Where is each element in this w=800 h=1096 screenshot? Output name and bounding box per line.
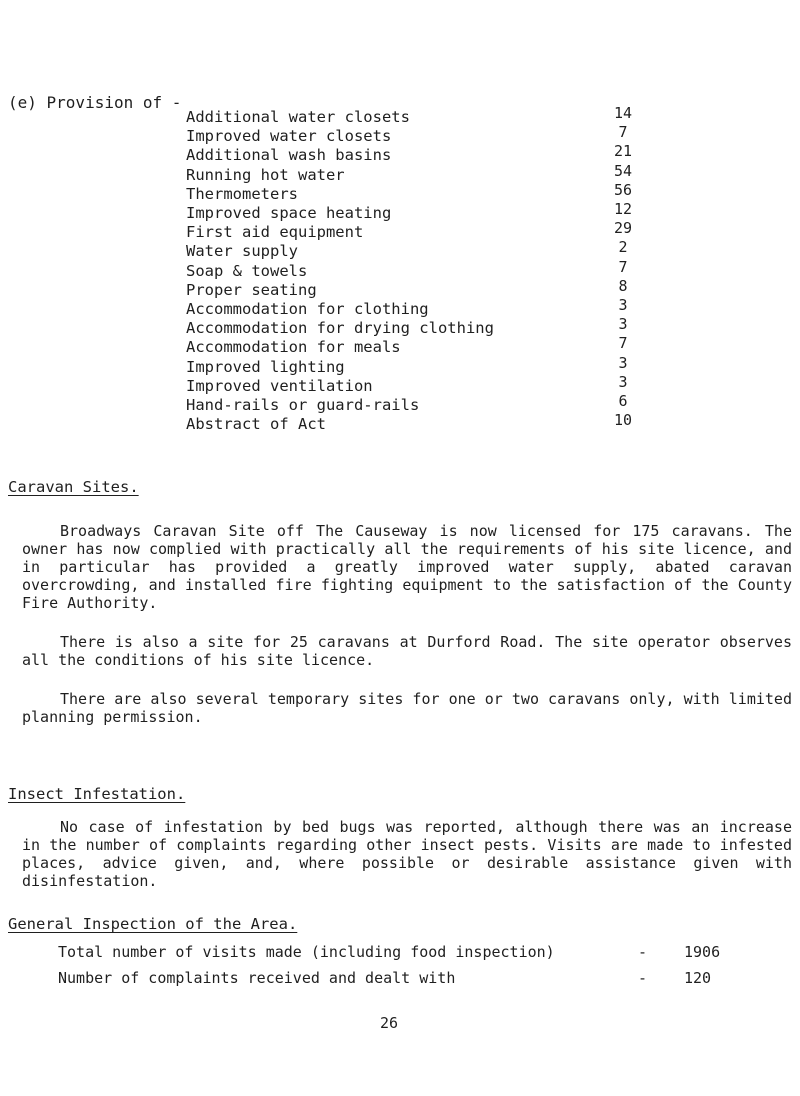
provision-item-value: 54 (613, 161, 633, 180)
insect-infestation-heading: Insect Infestation. (8, 785, 186, 803)
provision-item-value: 6 (618, 392, 628, 411)
caravan-sites-heading: Caravan Sites. (8, 478, 139, 496)
inspection-row-label: Total number of visits made (including food inspection) (58, 943, 555, 961)
provision-item-value: 2 (618, 238, 628, 257)
provision-item-value: 56 (613, 180, 633, 199)
provision-item-label: Thermometers (186, 184, 298, 203)
provision-item-value: 3 (618, 315, 628, 334)
provision-item-value: 14 (613, 104, 633, 122)
insect-paragraph: No case of infestation by bed bugs was reported, although there was an increase in the number of complaints regarding other insect pests. Visits are made to infested places, advice given, and, where possible or desirable assistance given with disinfestation. (22, 818, 792, 890)
provision-item-label: Water supply (186, 242, 298, 261)
provision-item-label: Additional wash basins (186, 146, 392, 165)
provision-item-label: Abstract of Act (186, 415, 326, 434)
provision-item-value: 10 (613, 411, 633, 430)
caravan-sites-body (22, 522, 792, 726)
provision-item-label: Accommodation for clothing (186, 300, 429, 319)
provision-item-value: 3 (618, 296, 628, 315)
inspection-row-value: 120 (684, 969, 712, 987)
provision-item-label: Accommodation for meals (186, 338, 401, 357)
general-inspection-heading: General Inspection of the Area. (8, 915, 298, 933)
provision-item-value: 29 (613, 219, 633, 238)
provision-label: (e) Provision of - (8, 93, 182, 112)
caravan-paragraph-durford: There is also a site for 25 caravans at Durford Road. The site operator observes all the conditions of his site licence. (22, 633, 792, 669)
provision-item-label: First aid equipment (186, 223, 364, 242)
provision-item-label: Accommodation for drying clothing (186, 319, 494, 338)
inspection-row-dash: - (638, 969, 648, 987)
provision-item-value: 21 (613, 142, 633, 161)
page-number: 26 (380, 1014, 399, 1032)
provision-item-label: Improved water closets (186, 127, 392, 146)
insect-infestation-body (22, 818, 792, 890)
provision-items-list (186, 108, 606, 434)
provision-item-label: Soap & towels (186, 261, 308, 280)
provision-item-value: 7 (618, 334, 628, 353)
provision-item-label: Additional water closets (186, 108, 410, 126)
provision-item-label: Running hot water (186, 165, 345, 184)
provision-item-value: 3 (618, 353, 628, 372)
provision-item-label: Improved lighting (186, 357, 345, 376)
inspection-row-dash: - (638, 943, 648, 961)
provision-item-label: Hand-rails or guard-rails (186, 396, 420, 415)
inspection-row-label: Number of complaints received and dealt with (58, 969, 456, 987)
provision-values-column (603, 104, 643, 430)
inspection-row-value: 1906 (684, 943, 721, 961)
provision-item-label: Proper seating (186, 280, 317, 299)
caravan-paragraph-broadways: Broadways Caravan Site off The Causeway is now licensed for 175 caravans. The owner has now complied with practically all the requirements of his site licence, and in particular has provided a greatly improved water supply, abated caravan overcrowding, and installed fire fighting equipment to the satisfaction of the County Fire Authority. (22, 522, 792, 612)
provision-item-value: 12 (613, 200, 633, 219)
provision-item-label: Improved space heating (186, 204, 392, 223)
caravan-paragraph-temporary: There are also several temporary sites for one or two caravans only, with limited planning permission. (22, 690, 792, 726)
provision-item-value: 7 (618, 257, 628, 276)
provision-item-label: Improved ventilation (186, 376, 373, 395)
provision-item-value: 8 (618, 276, 628, 295)
provision-item-value: 3 (618, 372, 628, 391)
provision-item-value: 7 (618, 123, 628, 142)
